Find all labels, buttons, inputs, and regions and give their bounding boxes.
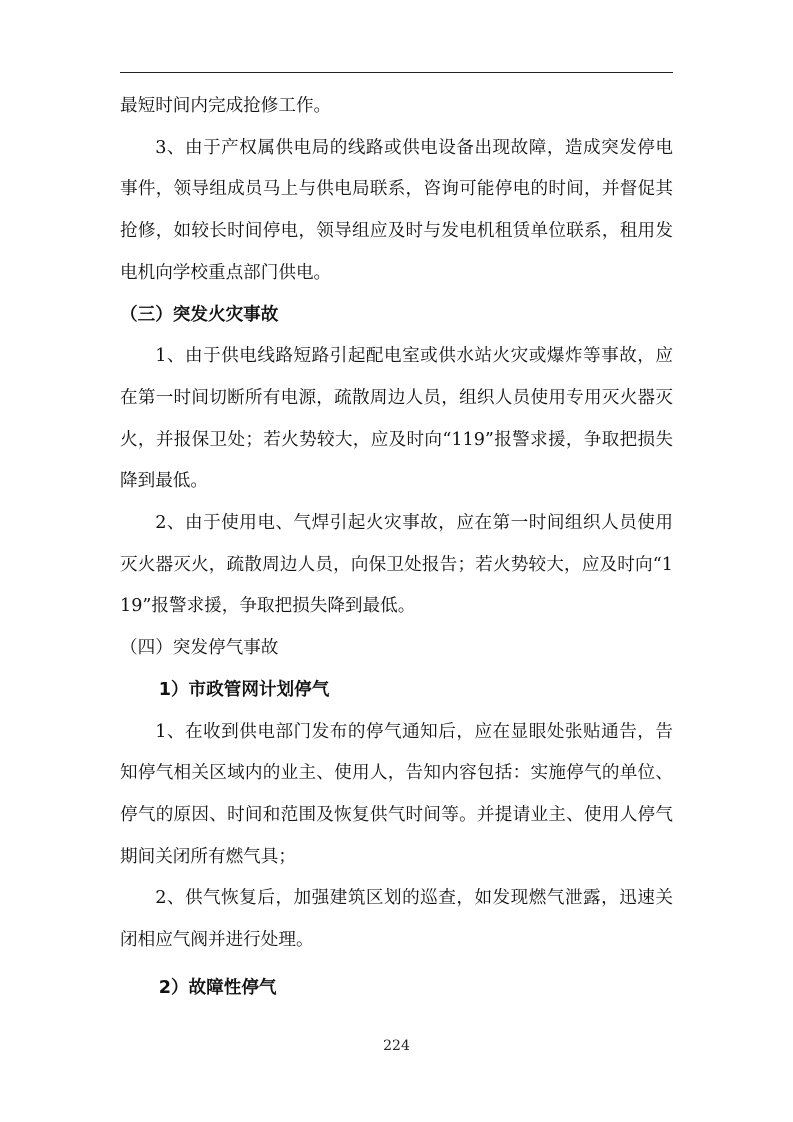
paragraph: 1、由于供电线路短路引起配电室或供水站火灾或爆炸等事故，应在第一时间切断所有电源，疏散周边人员，组织人员使用专用灭火器灭火，并报保卫处；若火势较大，应及时向“119”报警求援，争取把损失降到最低。 <box>120 346 673 492</box>
document-body <box>120 86 673 1009</box>
section-heading: （三）突发火灾事故 <box>120 304 279 325</box>
paragraph: 1、在收到供电部门发布的停气通知后，应在显眼处张贴通告，告知停气相关区域内的业主、使用人，告知内容包括：实施停气的单位、停气的原因、时间和范围及恢复供气时间等。并提请业主、使用人停气期间关闭所有燃气具； <box>120 721 673 867</box>
subsection-heading: 1）市政管网计划停气 <box>158 679 330 700</box>
subsection-heading: 2）故障性停气 <box>158 977 277 998</box>
paragraph: 2、由于使用电、气焊引起火灾事故，应在第一时间组织人员使用灭火器灭火，疏散周边人员，向保卫处报告；若火势较大，应及时向“119”报警求援，争取把损失降到最低。 <box>120 513 673 617</box>
paragraph: 2、供气恢复后，加强建筑区划的巡查，如发现燃气泄露，迅速关闭相应气阀并进行处理。 <box>120 888 673 951</box>
paragraph: 最短时间内完成抢修工作。 <box>120 96 332 116</box>
page-number: 224 <box>383 1038 410 1054</box>
paragraph: 3、由于产权属供电局的线路或供电设备出现故障，造成突发停电事件，领导组成员马上与供电局联系，咨询可能停电的时间，并督促其抢修，如较长时间停电，领导组应及时与发电机租赁单位联系，租用发电机向学校重点部门供电。 <box>120 137 673 283</box>
header-rule <box>120 72 673 73</box>
section-heading: （四）突发停气事故 <box>120 638 279 659</box>
